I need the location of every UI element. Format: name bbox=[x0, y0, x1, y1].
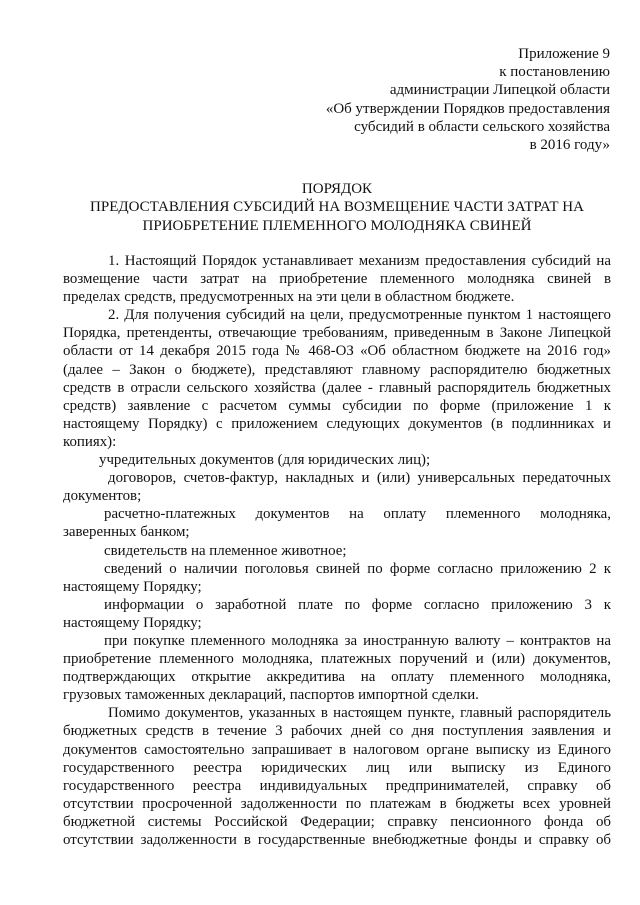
body-line: 2. Для получения субсидий на цели, предусмотренные пунктом 1 настоящего bbox=[108, 307, 611, 324]
body-line: грузовых таможенных деклараций, паспортов импортной сделки. bbox=[63, 687, 479, 704]
body-line: области от 14 декабря 2015 года № 468-ОЗ «Об областном бюджете на 2016 год» bbox=[63, 343, 611, 360]
body-line: возмещение части затрат на приобретение племенного молодняка свиней в bbox=[63, 271, 611, 288]
body-line: информации о заработной плате по форме согласно приложению 3 к bbox=[104, 596, 611, 613]
body-line: копиях): bbox=[63, 433, 117, 450]
body-line: подтверждающих открытие аккредитива на оплату племенного молодняка, bbox=[63, 669, 611, 686]
body-line: документов; bbox=[63, 488, 142, 505]
body-line: отсутствии задолженности в государственные внебюджетные фонды и справку об bbox=[63, 832, 611, 848]
body-line: государственного реестра индивидуальных предпринимателей, справку об bbox=[63, 777, 611, 794]
body-line: настоящему Порядку; bbox=[63, 578, 202, 595]
document-title bbox=[63, 180, 611, 235]
body-line: бюджетной системы Российской Федерации; справку пенсионного фонда об bbox=[63, 813, 611, 830]
body-line: средств в отрасли сельского хозяйства (далее - главный распорядитель бюджетных bbox=[63, 379, 611, 396]
appendix-line: к постановлению bbox=[499, 64, 610, 81]
title-line: ПРЕДОСТАВЛЕНИЯ СУБСИДИЙ НА ВОЗМЕЩЕНИЕ ЧАСТИ ЗАТРАТ НА bbox=[90, 199, 584, 216]
body-line: свидетельств на племенное животное; bbox=[104, 542, 347, 559]
body-line: (далее – Закон о бюджете), представляют главному распорядителю бюджетных bbox=[63, 361, 611, 378]
title-line: ПРИОБРЕТЕНИЕ ПЛЕМЕННОГО МОЛОДНЯКА СВИНЕЙ bbox=[142, 217, 532, 234]
appendix-line: «Об утверждении Порядков предоставления bbox=[325, 100, 610, 117]
body-line: сведений о наличии поголовья свиней по форме согласно приложению 2 к bbox=[104, 560, 611, 577]
body-line: отсутствии просроченной задолженности по платежам в бюджеты всех уровней bbox=[63, 795, 611, 812]
body-line: бюджетных средств в течение 3 рабочих дней со дня поступления заявления и bbox=[63, 723, 611, 740]
body-line: учредительных документов (для юридических лиц); bbox=[99, 452, 431, 469]
body-line: Порядка, претенденты, отвечающие требованиям, приведенным в Законе Липецкой bbox=[63, 325, 611, 342]
body-line: при покупке племенного молодняка за иностранную валюту – контрактов на bbox=[104, 632, 611, 649]
body-line: настоящему Порядку; bbox=[63, 614, 202, 631]
body-line: Помимо документов, указанных в настоящем пункте, главный распорядитель bbox=[108, 705, 611, 722]
body-line: договоров, счетов-фактур, накладных и (или) универсальных передаточных bbox=[108, 470, 611, 487]
body-line: 1. Настоящий Порядок устанавливает механизм предоставления субсидий на bbox=[108, 253, 611, 269]
body-line: расчетно-платежных документов на оплату племенного молодняка, bbox=[104, 506, 611, 523]
body-line: пределах средств, предусмотренных на эти цели в областном бюджете. bbox=[63, 289, 515, 306]
appendix-line: администрации Липецкой области bbox=[389, 82, 610, 99]
body-line: заверенных банком; bbox=[63, 524, 190, 541]
body-line: приобретение племенного молодняка, платежных поручений и (или) документов, bbox=[63, 651, 611, 668]
title-line: ПОРЯДОК bbox=[301, 181, 373, 197]
body-line: документов самостоятельно запрашивает в налоговом органе выписку из Единого bbox=[63, 741, 611, 758]
appendix-line: субсидий в области сельского хозяйства bbox=[354, 118, 610, 135]
body-line: государственного реестра юридических лиц или выписку из Единого bbox=[63, 759, 611, 776]
appendix-header bbox=[326, 45, 610, 154]
body-line: средств) заявление с расчетом суммы субсидии по форме (приложение 1 к bbox=[63, 397, 611, 414]
body-line: настоящему Порядку) с приложением следующих документов (в подлинниках и bbox=[63, 415, 611, 432]
document-body bbox=[63, 252, 611, 849]
appendix-line: в 2016 году» bbox=[529, 137, 610, 154]
appendix-line: Приложение 9 bbox=[518, 46, 610, 62]
